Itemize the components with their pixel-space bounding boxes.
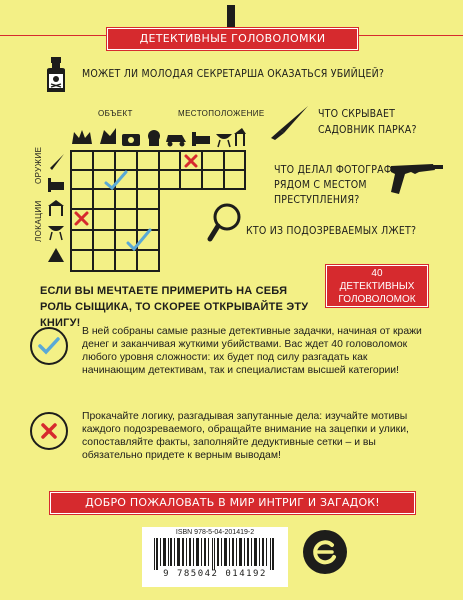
check-mark bbox=[128, 230, 150, 249]
advice-paragraph: Прокачайте логику, разгадывая запутанные дела: изучайте мотивы каждого подозреваемого, обращайте внимание на зацепки и улики, сопоставляйте факты, заполняйте дедуктивные сетки – и вы обязательно придете к верным выводам! bbox=[82, 411, 409, 461]
barcode-bars bbox=[142, 536, 288, 570]
car-icon bbox=[166, 135, 186, 147]
question-photographer bbox=[274, 164, 392, 207]
puzzle-count-badge bbox=[326, 265, 428, 307]
footer-banner: ДОБРО ПОЖАЛОВАТЬ В МИР ИНТРИГ И ЗАГАДОК! bbox=[50, 492, 415, 514]
row-bed-icon bbox=[48, 178, 64, 192]
question-secretary: МОЖЕТ ЛИ МОЛОДАЯ СЕКРЕТАРША ОКАЗАТЬСЯ УБИЙЦЕЙ? bbox=[82, 68, 385, 80]
grid-label-weapon: ОРУЖИЕ bbox=[34, 146, 43, 184]
pistol-icon bbox=[389, 160, 445, 200]
intro-text: ЕСЛИ ВЫ МЕЧТАЕТЕ ПРИМЕРИТЬ НА СЕБЯ РОЛЬ СЫЩИКА, ТО СКОРЕЕ ОТКРЫВАЙТЕ ЭТУ КНИГУ! bbox=[40, 285, 309, 329]
deduction-grid bbox=[70, 150, 246, 272]
row-tent-icon bbox=[48, 248, 64, 262]
bookmark-tab bbox=[227, 5, 235, 27]
badge-line2: ДЕТЕКТИВНЫХ bbox=[339, 280, 415, 292]
grid-label-object: ОБЪЕКТ bbox=[98, 109, 133, 118]
isbn-text: ISBN 978-5-04-201419-2 bbox=[175, 529, 255, 536]
grid-label-locations: ЛОКАЦИИ bbox=[34, 200, 43, 242]
poison-bottle-icon bbox=[43, 56, 69, 94]
bed-icon bbox=[192, 132, 210, 146]
question-gardener bbox=[318, 108, 417, 137]
chef-hat-icon bbox=[148, 130, 160, 146]
grid-label-location: МЕСТОПОЛОЖЕНИЕ bbox=[178, 109, 265, 118]
crown-icon bbox=[72, 130, 92, 144]
badge-number: 40 bbox=[371, 267, 383, 279]
knife-icon bbox=[268, 104, 310, 140]
row-gazebo-icon bbox=[48, 200, 64, 216]
series-title: ДЕТЕКТИВНЫЕ ГОЛОВОЛОМКИ bbox=[107, 28, 358, 50]
question-photographer-line1: ЧТО ДЕЛАЛ ФОТОГРАФ bbox=[274, 164, 393, 176]
cross-circle-icon bbox=[30, 412, 68, 450]
row-icons bbox=[46, 152, 66, 268]
camera-icon bbox=[122, 134, 140, 146]
question-photographer-line3: ПРЕСТУПЛЕНИЯ? bbox=[274, 194, 360, 206]
column-icons bbox=[70, 124, 246, 150]
palette-icon bbox=[100, 128, 116, 144]
description-paragraph: В ней собраны самые разные детективные задачки, начиная от кражи денег и заканчивая жуткими убийствами. Вас ждет 40 головоломок любого уровня сложности: их будет под силу разгадать как начинающим детективам, так и специалистам высшей категории! bbox=[82, 326, 422, 376]
question-liar: КТО ИЗ ПОДОЗРЕВАЕМЫХ ЛЖЕТ? bbox=[246, 225, 417, 237]
check-circle-icon bbox=[30, 327, 68, 365]
cross-mark bbox=[76, 213, 87, 224]
grill-icon bbox=[216, 134, 232, 147]
question-gardener-line1: ЧТО СКРЫВАЕТ bbox=[318, 108, 396, 120]
cross-mark bbox=[186, 156, 196, 166]
question-photographer-line2: РЯДОМ С МЕСТОМ bbox=[274, 179, 367, 191]
row-grill-icon bbox=[48, 226, 64, 240]
row-knife-icon bbox=[50, 154, 64, 170]
badge-line3: ГОЛОВОЛОМОК bbox=[338, 293, 416, 305]
barcode-digits: 9 785042 014192 bbox=[163, 569, 267, 579]
question-gardener-line2: САДОВНИК ПАРКА? bbox=[318, 124, 417, 136]
publisher-logo bbox=[303, 530, 347, 574]
gazebo-icon bbox=[234, 128, 246, 146]
barcode bbox=[142, 527, 288, 587]
